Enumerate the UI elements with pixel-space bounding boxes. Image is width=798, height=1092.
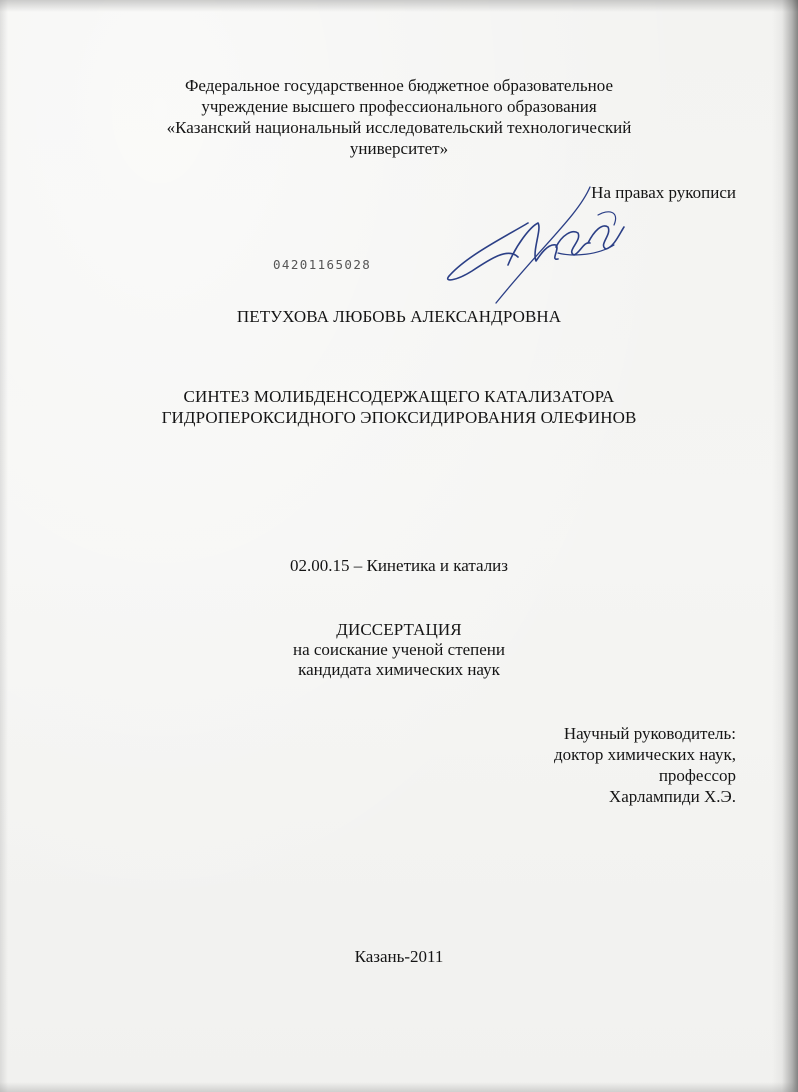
registration-number: 04201165028 (273, 257, 372, 272)
scan-edge-bottom (0, 1082, 798, 1092)
manuscript-note: На правах рукописи (591, 183, 736, 202)
supervisor-degree: доктор химических наук, (553, 745, 736, 764)
supervisor-label: Научный руководитель: (563, 724, 736, 743)
institution-line-3: «Казанский национальный исследовательский технологический (166, 118, 632, 137)
dissertation-heading: ДИССЕРТАЦИЯ (336, 620, 462, 639)
handwritten-signature (438, 185, 638, 305)
supervisor-name: Харлампиди Х.Э. (608, 787, 736, 806)
author-name: ПЕТУХОВА ЛЮБОВЬ АЛЕКСАНДРОВНА (236, 307, 562, 326)
supervisor-rank: профессор (658, 766, 736, 785)
dissertation-line-1: на соискание ученой степени (292, 640, 506, 659)
scan-edge-top (0, 0, 798, 12)
specialty: 02.00.15 – Кинетика и катализ (290, 556, 508, 575)
dissertation-line-2: кандидата химических наук (298, 660, 500, 679)
institution-line-4: университет» (349, 139, 449, 158)
institution-line-1: Федеральное государственное бюджетное образовательное (184, 76, 614, 95)
title-line-1: СИНТЕЗ МОЛИБДЕНСОДЕРЖАЩЕГО КАТАЛИЗАТОРА (183, 387, 615, 406)
institution-line-2: учреждение высшего профессионального образования (201, 97, 597, 116)
scan-edge-right (772, 0, 798, 1092)
title-line-2: ГИДРОПЕРОКСИДНОГО ЭПОКСИДИРОВАНИЯ ОЛЕФИНОВ (161, 408, 637, 427)
city-year: Казань-2011 (354, 947, 444, 966)
scan-edge-left (0, 0, 8, 1092)
